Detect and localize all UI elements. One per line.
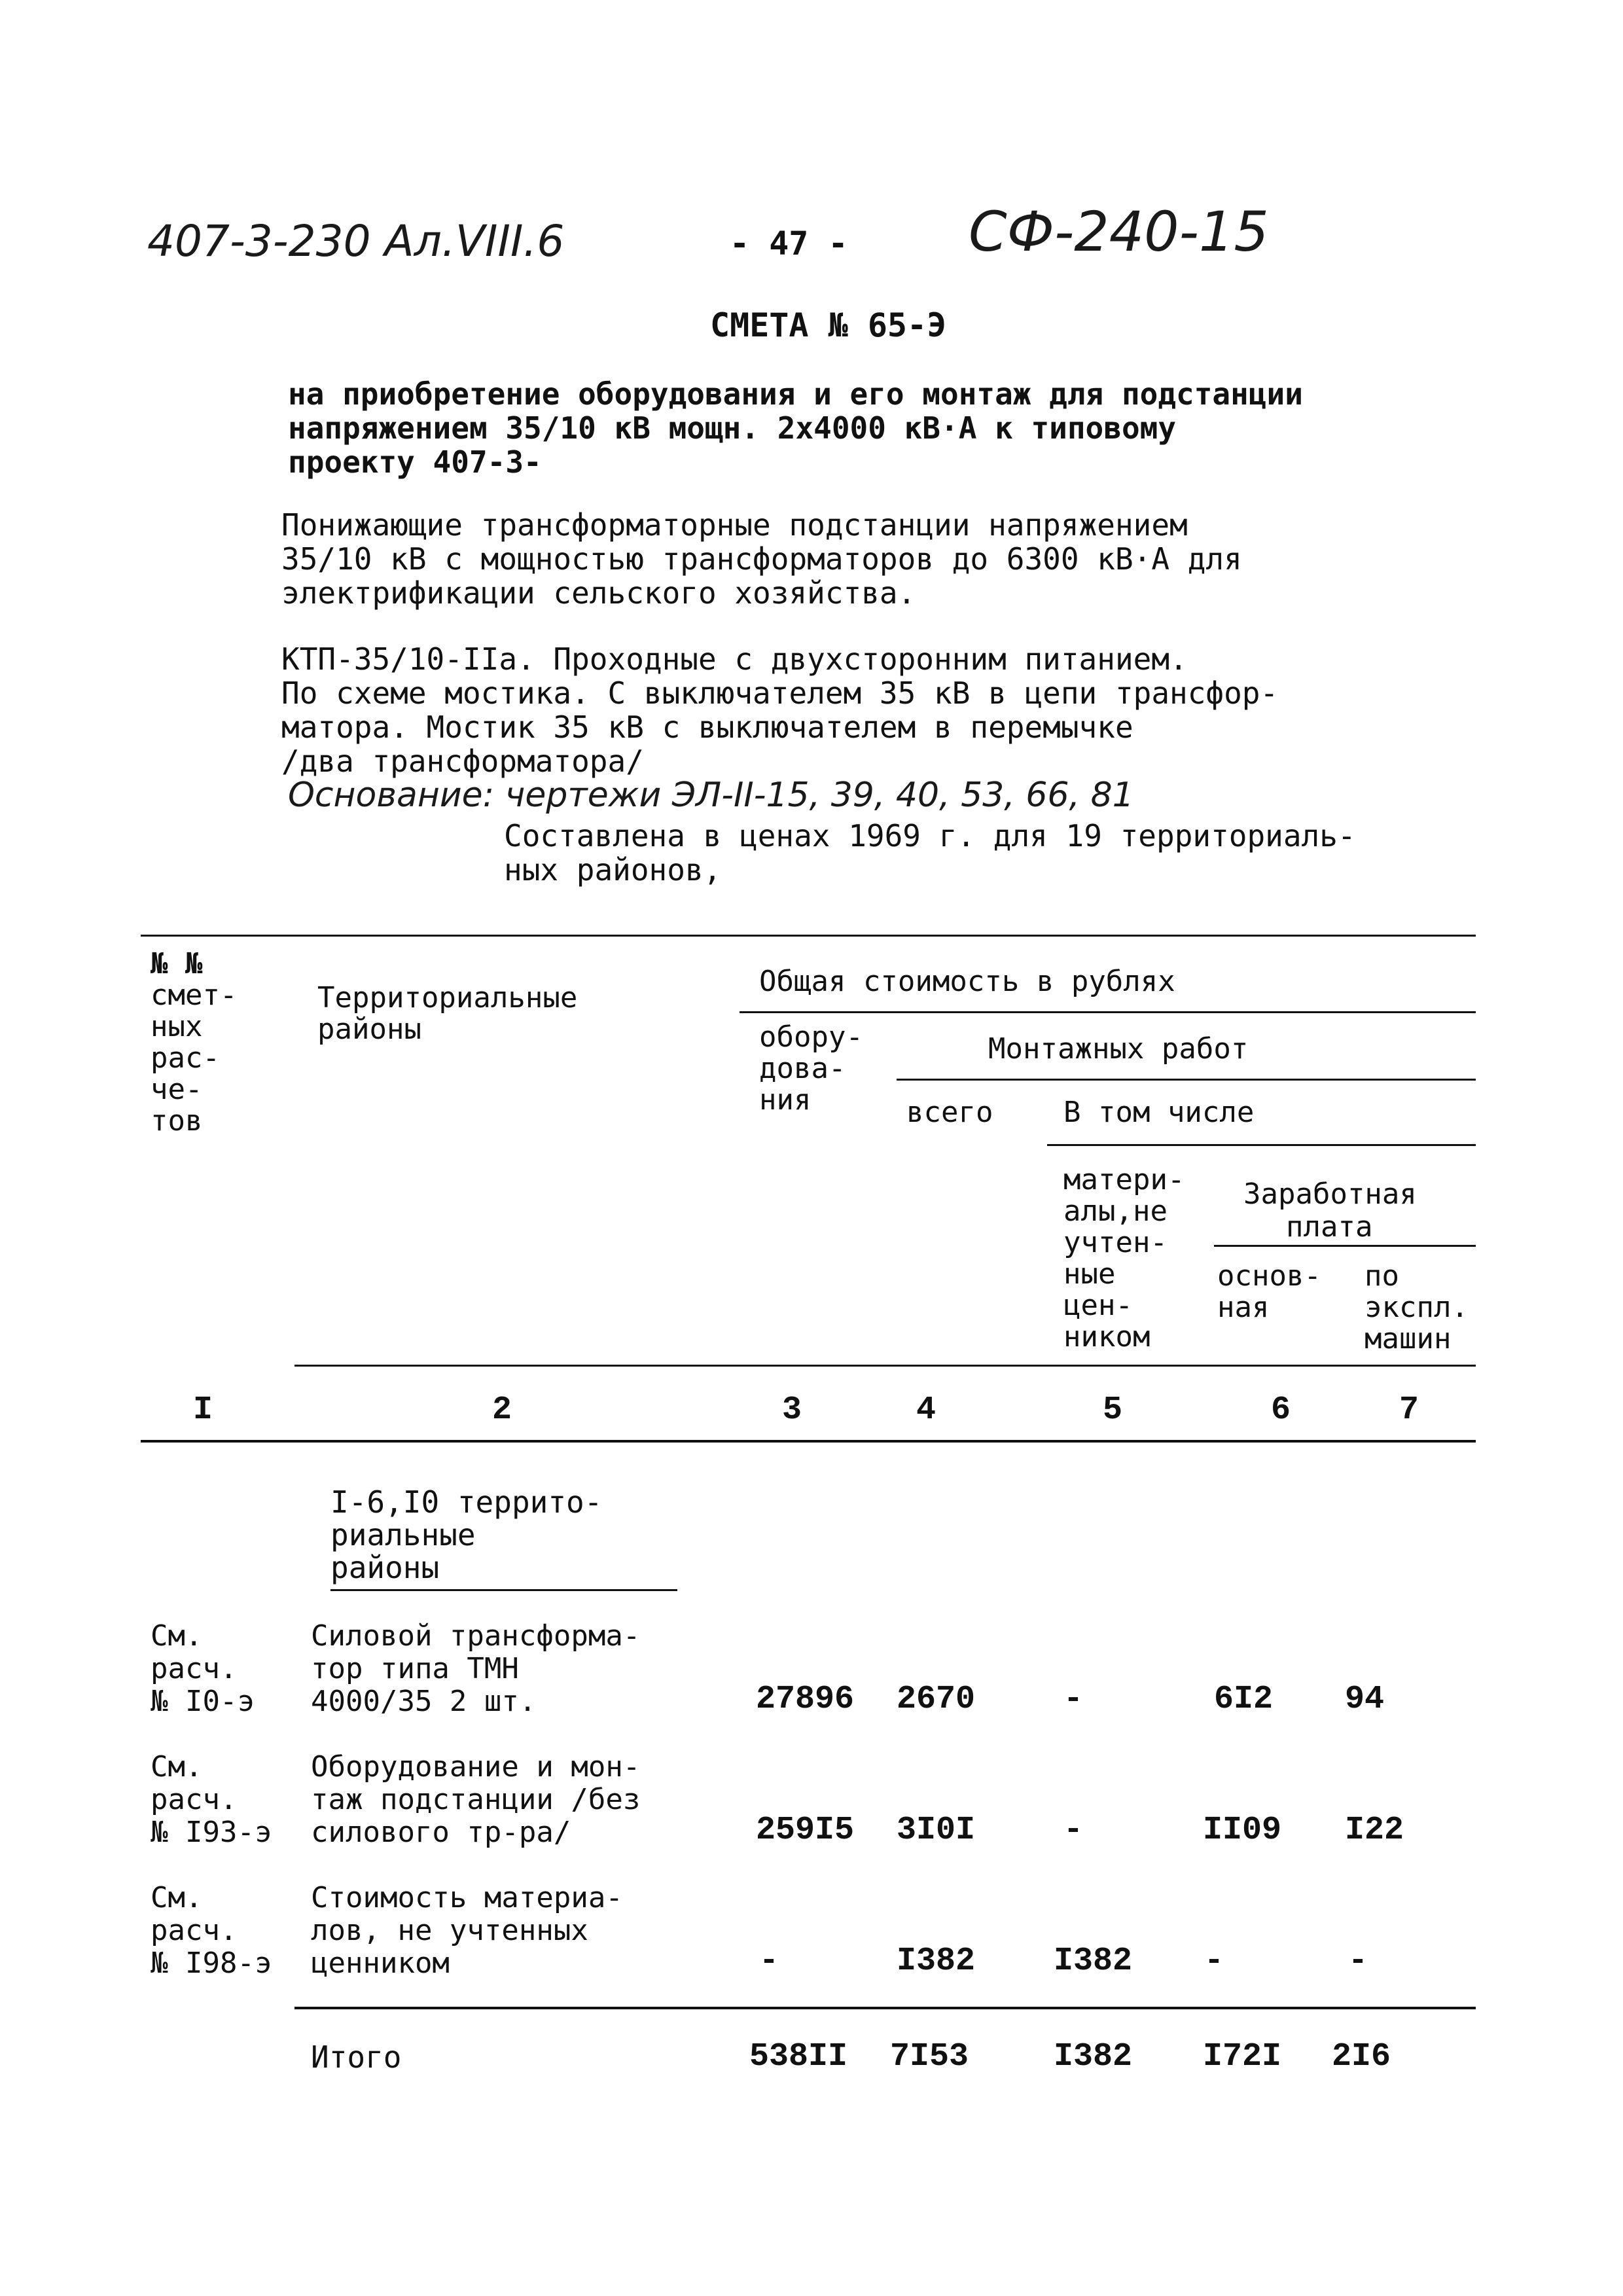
header-col1-line-2: смет-: [151, 978, 238, 1012]
header-wage-pay: плата: [1286, 1210, 1373, 1244]
row2-materials: -: [1063, 1812, 1084, 1849]
row2-name-line-1: Оборудование и мон-: [311, 1750, 641, 1784]
header-machines-line-3: машин: [1364, 1322, 1452, 1355]
header-wage: Заработная: [1243, 1177, 1417, 1211]
row2-equipment: 259I5: [756, 1812, 855, 1849]
header-materials-line-6: ником: [1063, 1320, 1150, 1354]
composed-line-1: Составлена в ценах 1969 г. для 19 территориаль-: [504, 818, 1356, 853]
row3-total: I382: [897, 1943, 976, 1980]
row1-machines: 94: [1345, 1681, 1385, 1718]
row2-total: 3I0I: [897, 1812, 976, 1849]
header-equipment-line-3: ния: [759, 1083, 812, 1117]
header-col2-line-1: Территориальные: [317, 981, 578, 1014]
header-bottom-rule: [294, 1365, 1476, 1367]
purpose-line-2: 35/10 кВ с мощностью трансформаторов до 6300 кВ·А для: [281, 541, 1242, 577]
header-machines-line-2: экспл.: [1364, 1291, 1469, 1324]
col-number-4: 4: [916, 1391, 936, 1429]
row3-ref-line-1: См.: [151, 1881, 203, 1914]
row2-ref-line-2: расч.: [151, 1783, 238, 1816]
header-including: В том числе: [1063, 1096, 1255, 1129]
total-machines: 2I6: [1332, 2038, 1391, 2075]
page-number: - 47 -: [730, 224, 848, 262]
row3-ref-line-3: № I98-э: [151, 1946, 272, 1980]
header-materials-line-5: цен-: [1063, 1289, 1133, 1322]
row3-name-line-1: Стоимость материа-: [311, 1881, 623, 1914]
row1-name-line-3: 4000/35 2 шт.: [311, 1685, 537, 1718]
total-materials: I382: [1054, 2038, 1133, 2075]
row3-name-line-3: ценником: [311, 1946, 450, 1980]
purpose-line-3: электрификации сельского хозяйства.: [281, 575, 916, 611]
rule-under-montage: [897, 1079, 1476, 1081]
col-number-6: 6: [1271, 1391, 1291, 1429]
row1-basic: 6I2: [1214, 1681, 1274, 1718]
header-total-cost: Общая стоимость в рублях: [759, 965, 1175, 998]
variant-line-1: КТП-35/10-IIа. Проходные с двухсторонним питанием.: [281, 641, 1188, 677]
variant-line-4: /два трансформатора/: [281, 744, 644, 779]
header-col1-line-3: ных: [151, 1010, 203, 1043]
row1-total: 2670: [897, 1681, 976, 1718]
intro-line-3: проекту 407-3-: [288, 444, 542, 480]
header-basic-line-2: ная: [1217, 1291, 1270, 1324]
section-title-underline: [330, 1589, 677, 1591]
col-number-1: I: [193, 1391, 213, 1429]
document-code-note: 407-3-230 Ал.VIII.6: [147, 216, 565, 266]
col-number-3: 3: [782, 1391, 802, 1429]
row2-ref-line-1: См.: [151, 1750, 203, 1784]
header-col1-line-4: рас-: [151, 1041, 220, 1075]
header-equipment-line-1: обору-: [759, 1020, 863, 1054]
header-basic-line-1: основ-: [1217, 1259, 1321, 1293]
row2-machines: I22: [1345, 1812, 1404, 1849]
total-montage-all: 7I53: [890, 2038, 969, 2075]
row2-basic: II09: [1203, 1812, 1282, 1849]
row1-ref-line-1: См.: [151, 1619, 203, 1653]
row3-name-line-2: лов, не учтенных: [311, 1914, 588, 1947]
header-montage: Монтажных работ: [988, 1032, 1249, 1066]
header-col1-line-1: № №: [151, 947, 203, 980]
section-title-line-2: риальные: [330, 1517, 476, 1552]
rule-under-wage: [1214, 1245, 1476, 1247]
rule-under-total-cost: [740, 1011, 1476, 1013]
section-title-line-3: районы: [330, 1550, 440, 1585]
col-number-5: 5: [1103, 1391, 1123, 1429]
estimate-title: СМЕТА № 65-Э: [710, 306, 947, 344]
row1-name-line-2: тор типа ТМН: [311, 1652, 519, 1685]
table-top-rule: [141, 935, 1476, 937]
col-number-7: 7: [1399, 1391, 1419, 1429]
row3-equipment: -: [759, 1943, 779, 1980]
row3-machines: -: [1348, 1943, 1368, 1980]
header-col1-line-6: тов: [151, 1104, 203, 1138]
header-all: всего: [906, 1096, 993, 1129]
row1-name-line-1: Силовой трансформа-: [311, 1619, 641, 1653]
row1-ref-line-2: расч.: [151, 1652, 238, 1685]
header-materials-line-2: алы,не: [1063, 1194, 1168, 1228]
total-rule: [294, 2007, 1476, 2009]
header-materials-line-1: матери-: [1063, 1163, 1185, 1196]
row1-ref-line-3: № I0-э: [151, 1685, 255, 1718]
intro-line-1: на приобретение оборудования и его монтаж для подстанции: [288, 376, 1303, 412]
intro-line-2: напряжением 35/10 кВ мощн. 2х4000 кВ·А к типовому: [288, 410, 1177, 446]
rule-under-including: [1047, 1144, 1476, 1146]
total-basic: I72I: [1203, 2038, 1282, 2075]
total-equipment: 538II: [749, 2038, 848, 2075]
section-title-line-1: I-6,I0 террито-: [330, 1484, 603, 1520]
sheet-code-note: СФ-240-15: [969, 200, 1269, 264]
header-col1-line-5: че-: [151, 1073, 203, 1106]
header-equipment-line-2: дова-: [759, 1052, 846, 1085]
header-materials-line-4: ные: [1063, 1257, 1116, 1291]
variant-line-2: По схеме мостика. С выключателем 35 кВ в цепи трансфор-: [281, 675, 1279, 711]
row3-basic: -: [1204, 1943, 1224, 1980]
row1-equipment: 27896: [756, 1681, 855, 1718]
row1-materials: -: [1063, 1681, 1084, 1718]
row3-ref-line-2: расч.: [151, 1914, 238, 1947]
col-number-2: 2: [492, 1391, 512, 1429]
row2-name-line-3: силового тр-ра/: [311, 1816, 571, 1849]
col-numbers-rule: [141, 1440, 1476, 1443]
header-machines-line-1: по: [1364, 1259, 1399, 1293]
total-label: Итого: [311, 2039, 402, 2075]
row2-name-line-2: таж подстанции /без: [311, 1783, 641, 1816]
basis-handwritten-note: Основание: чертежи ЭЛ-II-15, 39, 40, 53, 66, 81: [288, 776, 1134, 815]
row3-materials: I382: [1054, 1943, 1133, 1980]
row2-ref-line-3: № I93-э: [151, 1816, 272, 1849]
composed-line-2: ных районов,: [504, 852, 722, 888]
header-materials-line-3: учтен-: [1063, 1226, 1168, 1259]
header-col2-line-2: районы: [317, 1013, 421, 1046]
variant-line-3: матора. Мостик 35 кВ с выключателем в перемычке: [281, 709, 1133, 745]
purpose-line-1: Понижающие трансформаторные подстанции напряжением: [281, 507, 1188, 543]
